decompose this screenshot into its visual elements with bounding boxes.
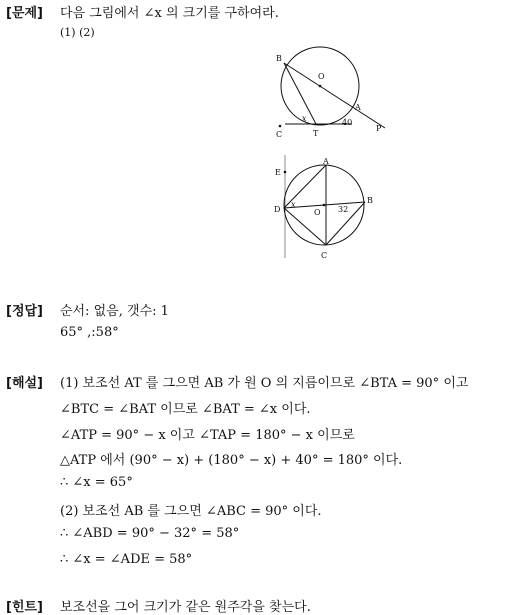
answer-tag: [정답] xyxy=(6,304,43,319)
figure2-label-a: A xyxy=(323,157,329,166)
solution-line: ∠ATP = 90° − x 이고 ∠TAP = 180° − x 이므로 xyxy=(60,428,355,443)
figure2-label-x: x xyxy=(291,200,296,209)
figure-1 xyxy=(268,45,398,145)
figure2-center-point xyxy=(323,204,326,207)
answer-line-2: 65° ,:58° xyxy=(60,325,119,340)
solution-line: ∴ ∠x = ∠ADE = 58° xyxy=(60,552,193,567)
figure1-label-t: T xyxy=(313,129,319,138)
answer-line-1: 순서: 없음, 갯수: 1 xyxy=(60,304,169,319)
solution-line: (1) 보조선 AT 를 그으면 AB 가 원 O 의 지름이므로 ∠BTA = 90° 이고 xyxy=(60,376,469,391)
figure-2 xyxy=(272,152,382,262)
figure1-label-c: C xyxy=(276,130,283,139)
problem-subparts: (1) (2) xyxy=(60,26,95,39)
hint-tag: [힌트] xyxy=(6,600,43,615)
figure1-secant-line xyxy=(284,63,385,128)
figure1-chord-bt xyxy=(284,63,316,124)
figure1-label-b: B xyxy=(276,54,282,63)
figure1-label-x: x xyxy=(302,114,307,123)
figure1-label-a: A xyxy=(355,103,361,112)
figure2-label-angle: 32 xyxy=(338,205,349,214)
figure1-label-p: P xyxy=(376,124,382,133)
figure1-label-o: O xyxy=(318,72,325,81)
solution-line: ∴ ∠ABD = 90° − 32° = 58° xyxy=(60,526,240,541)
hint-text: 보조선을 그어 크기가 같은 원주각을 찾는다. xyxy=(60,600,311,615)
problem-text: 다음 그림에서 ∠x 의 크기를 구하여라. xyxy=(60,6,279,21)
solution-line: ∠BTC = ∠BAT 이므로 ∠BAT = ∠x 이다. xyxy=(60,402,311,417)
problem-tag: [문제] xyxy=(6,6,43,21)
figure2-label-b: B xyxy=(367,196,373,205)
figure2-label-e: E xyxy=(275,168,281,177)
figure2-point-e xyxy=(284,171,287,174)
figure2-label-c: C xyxy=(321,251,328,260)
figure1-center-point xyxy=(319,85,322,88)
solution-line: △ATP 에서 (90° − x) + (180° − x) + 40° = 180° 이다. xyxy=(60,453,403,468)
solution-tag: [해설] xyxy=(6,376,43,391)
solution-line: (2) 보조선 AB 를 그으면 ∠ABC = 90° 이다. xyxy=(60,504,322,519)
figure1-label-angle: 40 xyxy=(342,118,353,127)
figure2-label-o: O xyxy=(314,208,321,217)
figure2-label-d: D xyxy=(274,205,281,214)
solution-line: ∴ ∠x = 65° xyxy=(60,475,133,490)
figure1-point-c xyxy=(279,125,282,128)
